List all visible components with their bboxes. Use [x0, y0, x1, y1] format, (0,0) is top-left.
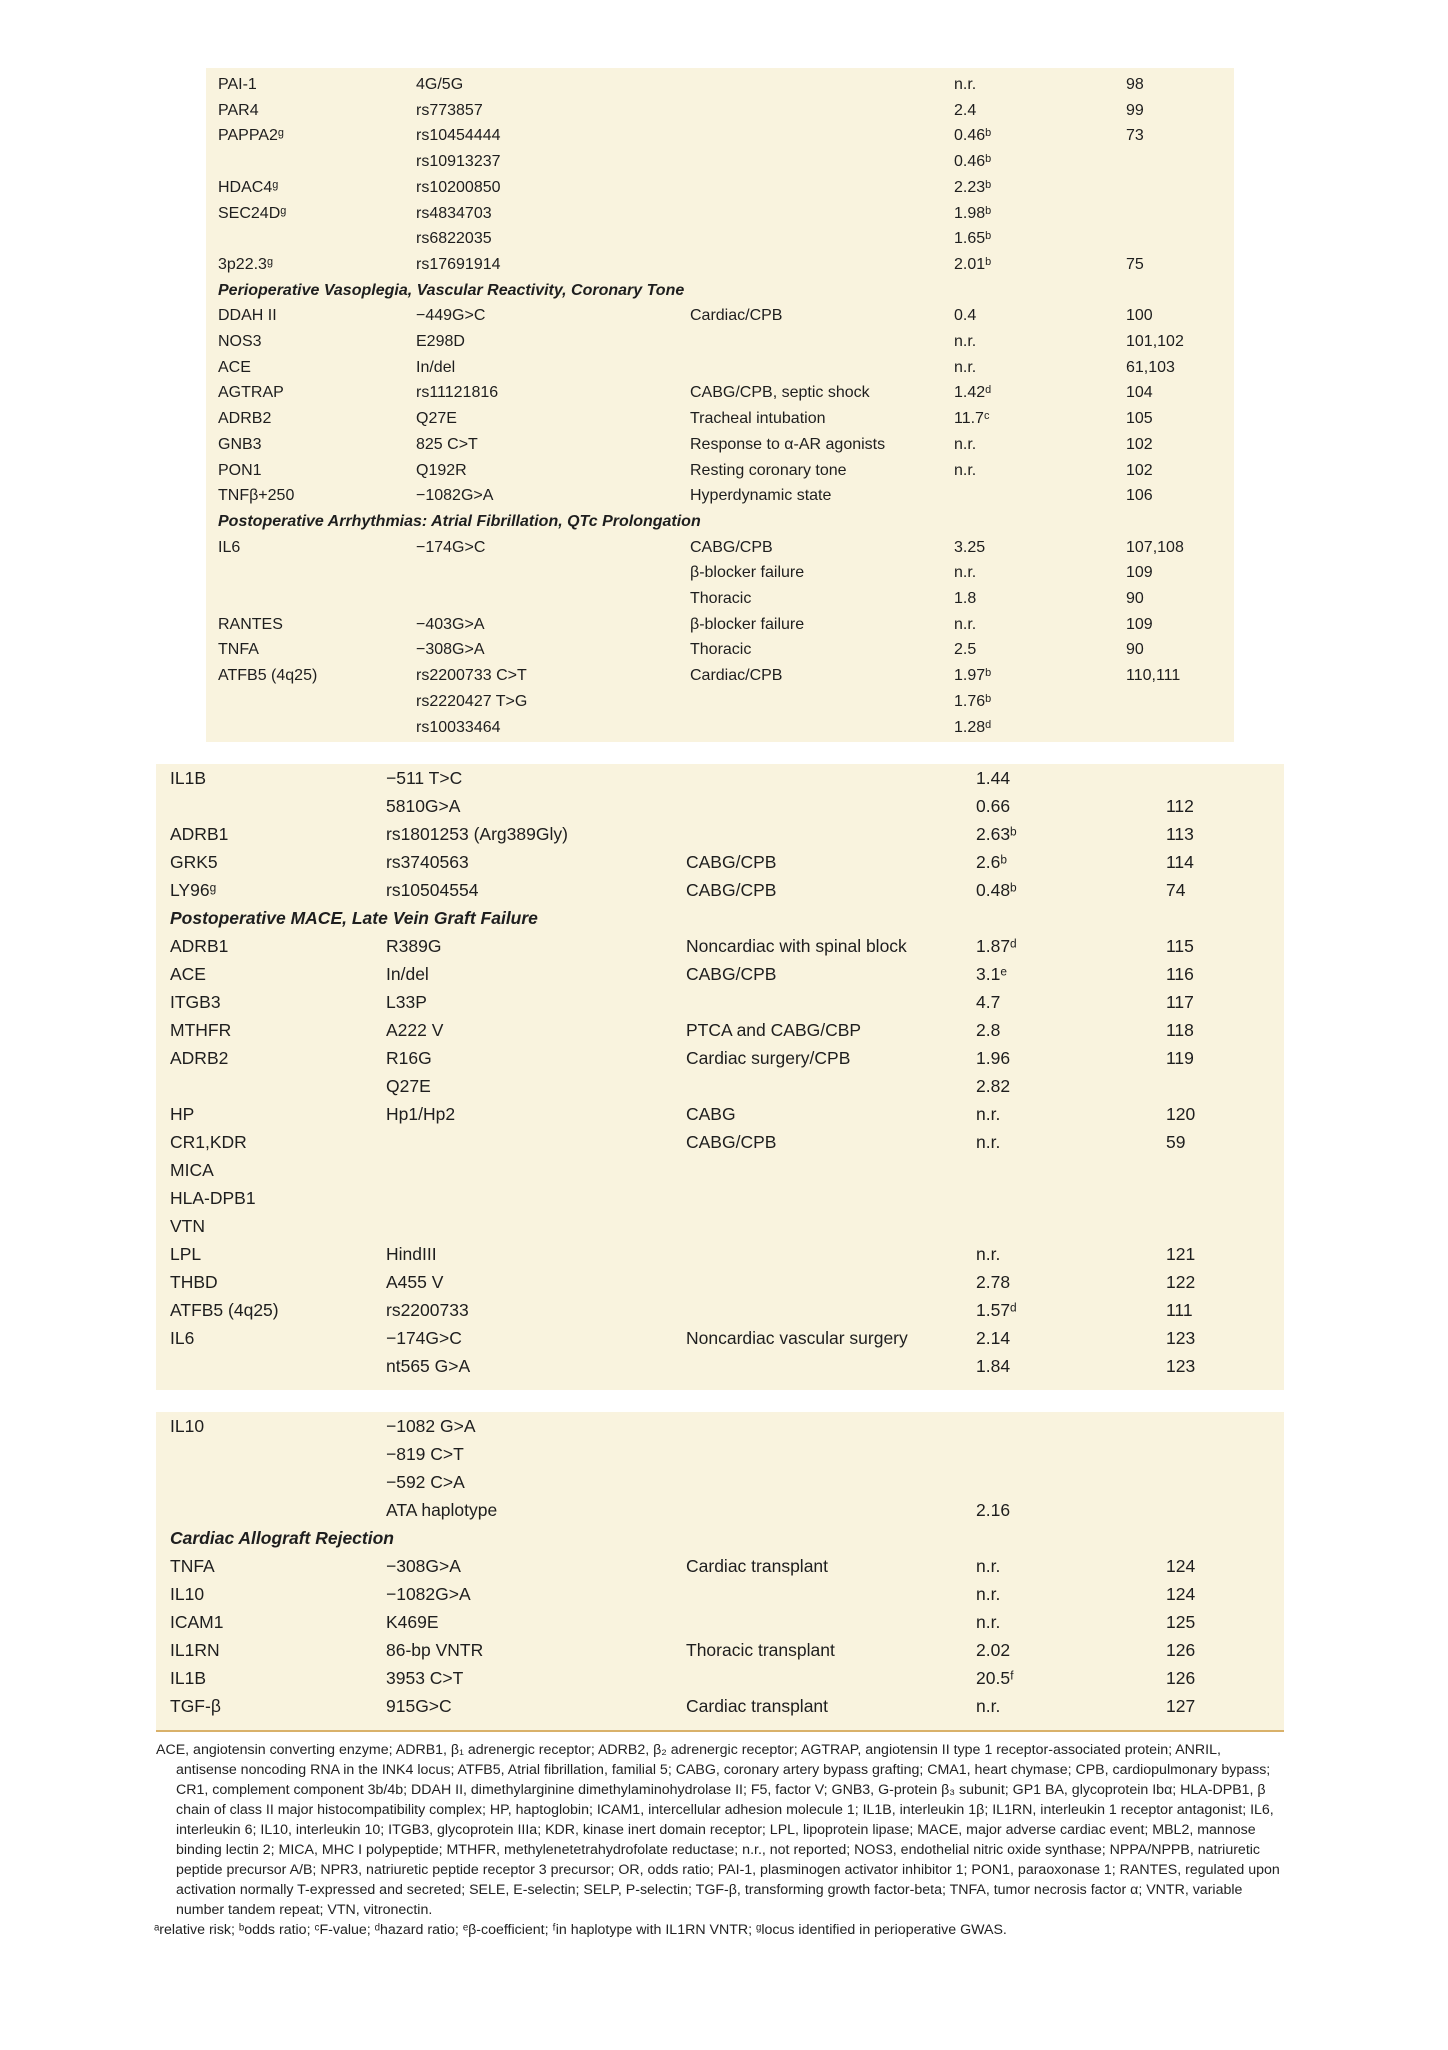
- variant-cell: ATA haplotype: [386, 1500, 498, 1520]
- reference-cell: 126: [1166, 1640, 1196, 1660]
- effect-size-cell: 1.42ᵈ: [954, 384, 992, 402]
- table-row: [206, 201, 1234, 227]
- reference-cell: 120: [1166, 1104, 1196, 1124]
- gene-cell: HP: [170, 1104, 195, 1124]
- effect-size-cell: 1.87ᵈ: [976, 936, 1017, 956]
- table-row: [156, 1664, 1284, 1692]
- reference-cell: 73: [1126, 127, 1144, 145]
- setting-cell: Thoracic: [690, 590, 752, 607]
- variant-cell: −449G>C: [416, 307, 486, 325]
- table-row: [206, 149, 1234, 175]
- variant-cell: R16G: [386, 1048, 432, 1068]
- variant-cell: rs10454444: [416, 127, 501, 145]
- gene-cell: SEC24Dᵍ: [218, 204, 287, 222]
- variant-cell: rs6822035: [416, 230, 492, 248]
- gene-cell: IL1RN: [170, 1640, 220, 1660]
- setting-cell: CABG/CPB: [686, 1132, 777, 1152]
- gene-cell: LPL: [170, 1244, 202, 1264]
- section-heading: [206, 278, 1234, 304]
- effect-size-cell: n.r.: [976, 1104, 1001, 1124]
- table-row: [206, 303, 1234, 329]
- variant-cell: −1082G>A: [386, 1584, 471, 1604]
- table-row: [156, 932, 1284, 960]
- reference-cell: 59: [1166, 1132, 1186, 1152]
- variant-cell: 86-bp VNTR: [386, 1640, 484, 1660]
- setting-cell: Cardiac/CPB: [690, 667, 783, 685]
- gene-cell: HDAC4ᵍ: [218, 178, 279, 196]
- table-row: [156, 1352, 1284, 1380]
- table-row: [206, 560, 1234, 586]
- reference-cell: 109: [1126, 615, 1153, 633]
- gene-cell: NOS3: [218, 333, 262, 350]
- variant-cell: rs773857: [416, 101, 483, 119]
- section-heading-text: Postoperative Arrhythmias: Atrial Fibrillation, QTc Prolongation: [218, 512, 701, 530]
- setting-cell: Thoracic: [690, 641, 752, 659]
- variant-cell: rs17691914: [416, 255, 501, 273]
- section-heading: [156, 904, 1284, 932]
- reference-cell: 116: [1166, 964, 1194, 984]
- table-row: [156, 1496, 1284, 1524]
- effect-size-cell: 11.7ᶜ: [954, 410, 990, 428]
- table-row: [156, 1016, 1284, 1044]
- reference-cell: 90: [1126, 590, 1144, 607]
- effect-size-cell: n.r.: [954, 564, 977, 582]
- variant-cell: rs4834703: [416, 204, 492, 222]
- reference-cell: 113: [1166, 824, 1194, 844]
- table-row: [206, 432, 1234, 458]
- table-row: [206, 586, 1234, 612]
- setting-cell: Noncardiac vascular surgery: [686, 1328, 908, 1348]
- variant-cell: rs2200733 C>T: [416, 667, 527, 685]
- effect-size-cell: 2.82: [976, 1076, 1011, 1096]
- effect-size-cell: 1.96: [976, 1048, 1011, 1068]
- variant-cell: Hp1/Hp2: [386, 1104, 456, 1124]
- gene-cell: THBD: [170, 1272, 218, 1292]
- effect-size-cell: n.r.: [954, 461, 977, 479]
- effect-size-cell: n.r.: [954, 435, 977, 453]
- effect-size-cell: 2.4: [954, 101, 977, 119]
- reference-cell: 105: [1126, 410, 1153, 428]
- gene-cell: PAPPA2ᵍ: [218, 127, 284, 145]
- gene-cell: ADRB1: [170, 936, 229, 956]
- reference-cell: 110,111: [1126, 667, 1181, 685]
- effect-size-cell: 1.65ᵇ: [954, 230, 992, 248]
- effect-size-cell: 1.44: [976, 768, 1011, 788]
- table-row: [156, 988, 1284, 1016]
- reference-cell: 109: [1126, 564, 1153, 582]
- setting-cell: CABG/CPB: [686, 852, 777, 872]
- table-row: [156, 1324, 1284, 1352]
- table-row: [156, 1296, 1284, 1324]
- effect-size-cell: 2.01ᵇ: [954, 255, 992, 273]
- effect-size-cell: 0.48ᵇ: [976, 880, 1017, 900]
- variant-cell: 3953 C>T: [386, 1668, 464, 1688]
- table-row: [156, 1156, 1284, 1184]
- reference-cell: 98: [1126, 76, 1144, 93]
- table-row: [156, 960, 1284, 988]
- variant-cell: A455 V: [386, 1272, 444, 1292]
- reference-cell: 118: [1166, 1020, 1194, 1040]
- setting-cell: β-blocker failure: [690, 564, 805, 582]
- table-row: [156, 1240, 1284, 1268]
- table-row: [156, 1212, 1284, 1240]
- table-row: [206, 663, 1234, 689]
- variant-cell: −819 C>T: [386, 1444, 464, 1464]
- variant-cell: R389G: [386, 936, 442, 956]
- section-heading: [206, 509, 1234, 535]
- setting-cell: Tracheal intubation: [690, 410, 826, 428]
- variant-cell: rs10504554: [386, 880, 479, 900]
- reference-cell: 90: [1126, 641, 1144, 659]
- variant-cell: rs10033464: [416, 718, 501, 736]
- table-row: [206, 637, 1234, 663]
- section-heading-text: Postoperative MACE, Late Vein Graft Failure: [170, 908, 538, 928]
- table-row: [156, 820, 1284, 848]
- table-row: [156, 1692, 1284, 1720]
- variant-cell: −174G>C: [386, 1328, 462, 1348]
- table-row: [156, 1100, 1284, 1128]
- table-row: [156, 1412, 1284, 1440]
- effect-size-cell: 3.1ᵉ: [976, 964, 1007, 984]
- setting-cell: Thoracic transplant: [686, 1640, 835, 1660]
- variant-cell: −403G>A: [416, 615, 485, 633]
- reference-cell: 75: [1126, 255, 1144, 273]
- table-row: [206, 175, 1234, 201]
- variant-cell: rs10913237: [416, 153, 501, 171]
- table-row: [156, 1580, 1284, 1608]
- effect-size-cell: 0.46ᵇ: [954, 153, 992, 171]
- gene-cell: ACE: [170, 964, 206, 984]
- reference-cell: 117: [1166, 992, 1194, 1012]
- superscript-key-footnote: ᵃrelative risk; ᵇodds ratio; ᶜF-value; ᵈhazard ratio; ᵉβ-coefficient; ᶠin haplotype with IL1RN VNTR; ᵍlocus identified in perioperative GWAS.: [154, 1922, 1007, 1938]
- gene-cell: TGF-β: [170, 1696, 221, 1716]
- reference-cell: 114: [1166, 852, 1194, 872]
- table-row: [206, 483, 1234, 509]
- effect-size-cell: 2.5: [954, 641, 977, 659]
- table-row: [206, 123, 1234, 149]
- reference-cell: 124: [1166, 1584, 1196, 1604]
- reference-cell: 112: [1166, 796, 1194, 816]
- gene-cell: IL10: [170, 1416, 205, 1436]
- variant-cell: 825 C>T: [416, 435, 478, 453]
- variant-cell: In/del: [416, 358, 456, 376]
- setting-cell: CABG/CPB: [690, 538, 773, 556]
- gene-cell: ITGB3: [170, 992, 221, 1012]
- variant-cell: Q27E: [386, 1076, 431, 1096]
- table-row: [206, 355, 1234, 381]
- variant-cell: −174G>C: [416, 538, 486, 556]
- gene-cell: ACE: [218, 358, 251, 376]
- gene-cell: TNFβ+250: [218, 487, 295, 505]
- variant-cell: In/del: [386, 964, 429, 984]
- effect-size-cell: n.r.: [976, 1612, 1001, 1632]
- reference-cell: 115: [1166, 936, 1194, 956]
- variant-cell: K469E: [386, 1612, 439, 1632]
- table-row: [206, 226, 1234, 252]
- setting-cell: Response to α-AR agonists: [690, 435, 886, 453]
- table-footnotes: [156, 1740, 1284, 1940]
- variant-cell: 915G>C: [386, 1696, 452, 1716]
- reference-cell: 99: [1126, 101, 1144, 119]
- table-part-1: [206, 68, 1234, 742]
- reference-cell: 74: [1166, 880, 1186, 900]
- reference-cell: 61,103: [1126, 358, 1175, 376]
- reference-cell: 101,102: [1126, 333, 1184, 350]
- table-row: [156, 1128, 1284, 1156]
- table-row: [206, 458, 1234, 484]
- table-row: [156, 1184, 1284, 1212]
- effect-size-cell: n.r.: [954, 76, 977, 93]
- reference-cell: 102: [1126, 435, 1153, 453]
- variant-cell: rs2200733: [386, 1300, 469, 1320]
- gene-cell: ATFB5 (4q25): [170, 1300, 279, 1320]
- reference-cell: 106: [1126, 487, 1153, 505]
- setting-cell: β-blocker failure: [690, 615, 805, 633]
- table-row: [206, 535, 1234, 561]
- reference-cell: 125: [1166, 1612, 1196, 1632]
- reference-cell: 124: [1166, 1556, 1196, 1576]
- gene-cell: IL6: [218, 538, 241, 556]
- section-heading: [156, 1524, 1284, 1552]
- effect-size-cell: 4.7: [976, 992, 1001, 1012]
- effect-size-cell: n.r.: [976, 1244, 1001, 1264]
- setting-cell: Cardiac surgery/CPB: [686, 1048, 851, 1068]
- table-row: [206, 406, 1234, 432]
- variant-cell: −511 T>C: [386, 768, 463, 788]
- table-row: [156, 1268, 1284, 1296]
- effect-size-cell: 20.5ᶠ: [976, 1668, 1015, 1688]
- effect-size-cell: 1.28ᵈ: [954, 718, 992, 736]
- reference-cell: 104: [1126, 384, 1153, 402]
- gene-cell: TNFA: [218, 641, 259, 659]
- gene-cell: IL1B: [170, 768, 206, 788]
- effect-size-cell: 0.46ᵇ: [954, 127, 992, 145]
- gene-cell: HLA-DPB1: [170, 1188, 256, 1208]
- gene-cell: ADRB2: [170, 1048, 229, 1068]
- gene-cell: PON1: [218, 461, 262, 479]
- variant-cell: −592 C>A: [386, 1472, 465, 1492]
- variant-cell: −308G>A: [416, 641, 485, 659]
- gene-cell: PAI-1: [218, 76, 257, 93]
- section-heading-text: Cardiac Allograft Rejection: [170, 1528, 394, 1548]
- table-row: [206, 98, 1234, 124]
- table-row: [156, 1440, 1284, 1468]
- reference-cell: 127: [1166, 1696, 1196, 1716]
- gene-cell: IL1B: [170, 1668, 206, 1688]
- variant-cell: 4G/5G: [416, 76, 464, 93]
- gene-cell: DDAH II: [218, 307, 277, 325]
- effect-size-cell: 1.76ᵇ: [954, 692, 992, 710]
- gene-cell: ADRB2: [218, 410, 272, 428]
- table-row: [206, 380, 1234, 406]
- gene-cell: RANTES: [218, 615, 283, 633]
- variant-cell: −308G>A: [386, 1556, 461, 1576]
- reference-cell: 122: [1166, 1272, 1196, 1292]
- gene-cell: ADRB1: [170, 824, 229, 844]
- gene-cell: IL10: [170, 1584, 205, 1604]
- setting-cell: Noncardiac with spinal block: [686, 936, 907, 956]
- section-heading-text: Perioperative Vasoplegia, Vascular Reactivity, Coronary Tone: [218, 281, 685, 299]
- reference-cell: 102: [1126, 461, 1153, 479]
- table-part-3: [156, 1412, 1284, 1732]
- effect-size-cell: 2.02: [976, 1640, 1011, 1660]
- gene-cell: PAR4: [218, 101, 259, 119]
- effect-size-cell: 2.8: [976, 1020, 1001, 1040]
- table-row: [156, 1072, 1284, 1100]
- setting-cell: Cardiac transplant: [686, 1556, 829, 1576]
- gene-cell: GNB3: [218, 435, 262, 453]
- effect-size-cell: 2.14: [976, 1328, 1011, 1348]
- effect-size-cell: 2.23ᵇ: [954, 178, 992, 196]
- gene-cell: CR1,KDR: [170, 1132, 247, 1152]
- effect-size-cell: 2.78: [976, 1272, 1011, 1292]
- table-row: [156, 1608, 1284, 1636]
- effect-size-cell: 1.57ᵈ: [976, 1300, 1017, 1320]
- effect-size-cell: 2.16: [976, 1500, 1011, 1520]
- effect-size-cell: n.r.: [954, 333, 977, 350]
- table-part-2: [156, 764, 1284, 1390]
- setting-cell: CABG/CPB: [686, 880, 777, 900]
- table-row: [206, 252, 1234, 278]
- table-row: [156, 792, 1284, 820]
- effect-size-cell: 1.8: [954, 590, 977, 607]
- effect-size-cell: 1.98ᵇ: [954, 204, 992, 222]
- reference-cell: 123: [1166, 1356, 1196, 1376]
- effect-size-cell: 0.66: [976, 796, 1011, 816]
- variant-cell: rs11121816: [416, 384, 499, 402]
- variant-cell: rs3740563: [386, 852, 469, 872]
- table-row: [206, 72, 1234, 98]
- gene-cell: AGTRAP: [218, 384, 284, 402]
- effect-size-cell: 3.25: [954, 538, 986, 556]
- table-row: [156, 1636, 1284, 1664]
- effect-size-cell: n.r.: [976, 1584, 1001, 1604]
- setting-cell: PTCA and CABG/CBP: [686, 1020, 862, 1040]
- variant-cell: rs10200850: [416, 178, 501, 196]
- table-row: [156, 848, 1284, 876]
- gene-cell: LY96ᵍ: [170, 880, 217, 900]
- variant-cell: −1082G>A: [416, 487, 494, 505]
- effect-size-cell: 2.6ᵇ: [976, 852, 1007, 872]
- reference-cell: 123: [1166, 1328, 1196, 1348]
- effect-size-cell: 0.4: [954, 307, 977, 325]
- table-row: [156, 1044, 1284, 1072]
- reference-cell: 119: [1166, 1048, 1194, 1068]
- gene-cell: VTN: [170, 1216, 205, 1236]
- effect-size-cell: n.r.: [976, 1556, 1001, 1576]
- table-row: [156, 1468, 1284, 1496]
- effect-size-cell: n.r.: [954, 358, 977, 376]
- reference-cell: 100: [1126, 307, 1153, 325]
- gene-cell: TNFA: [170, 1556, 215, 1576]
- gene-cell: GRK5: [170, 852, 218, 872]
- table-row: [156, 1552, 1284, 1580]
- gene-cell: 3p22.3ᵍ: [218, 255, 273, 273]
- gene-cell: MTHFR: [170, 1020, 232, 1040]
- variant-cell: rs1801253 (Arg389Gly): [386, 824, 568, 844]
- table-row: [156, 876, 1284, 904]
- table-row: [156, 764, 1284, 792]
- effect-size-cell: n.r.: [976, 1132, 1001, 1152]
- gene-cell: ICAM1: [170, 1612, 224, 1632]
- gene-cell: IL6: [170, 1328, 195, 1348]
- variant-cell: HindIII: [386, 1244, 437, 1264]
- setting-cell: CABG/CPB: [686, 964, 777, 984]
- variant-cell: 5810G>A: [386, 796, 461, 816]
- reference-cell: 126: [1166, 1668, 1196, 1688]
- setting-cell: Cardiac transplant: [686, 1696, 829, 1716]
- abbreviations-footnote: ACE, angiotensin converting enzyme; ADRB1, β₁ adrenergic receptor; ADRB2, β₂ adrenergic receptor; AGTRAP, angiotensin II type 1 receptor-associated protein; ANRIL, antisense noncoding RNA in the INK4 locus; ATFB5, Atrial fibrillation, familial 5; CABG, coronary artery bypass grafting; CMA1, heart chymase; CPB, cardiopulmonary bypass; CR1, complement component 3b/4b; DDAH II, dimethylarginine dimethylaminohydrolase II; F5, factor V; GNB3, G-protein β₃ subunit; GP1 BA, glycoprotein Ibα; HLA-DPB1, β chain of class II major histocompatibility complex; HP, haptoglobin; ICAM1, intercellular adhesion molecule 1; IL1B, interleukin 1β; IL1RN, interleukin 1 receptor antagonist; IL6, interleukin 6; IL10, interleukin 10; ITGB3, glycoprotein IIIa; KDR, kinase inert domain receptor; LPL, lipoprotein lipase; MACE, major adverse cardiac event; MBL2, mannose binding lectin 2; MICA, MHC I polypeptide; MTHFR, methylenetetrahydrofolate reductase; n.r., not reported; NOS3, endothelial nitric oxide synthase; NPPA/NPPB, natriuretic peptide precursor A/B; NPR3, natriuretic peptide receptor 3 precursor; OR, odds ratio; PAI-1, plasminogen activator inhibitor 1; PON1, paraoxonase 1; RANTES, regulated upon activation normally T-expressed and secreted; SELE, E-selectin; SELP, P-selectin; TGF-β, transforming growth factor-beta; TNFA, tumor necrosis factor α; VNTR, variable number tandem repeat; VTN, vitronectin.: [156, 1742, 1280, 1918]
- reference-cell: 121: [1166, 1244, 1196, 1264]
- setting-cell: CABG: [686, 1104, 736, 1124]
- table-row: [206, 715, 1234, 741]
- variant-cell: E298D: [416, 333, 465, 350]
- gene-cell: ATFB5 (4q25): [218, 667, 318, 685]
- variant-cell: nt565 G>A: [386, 1356, 471, 1376]
- effect-size-cell: 1.97ᵇ: [954, 667, 992, 685]
- variant-cell: L33P: [386, 992, 427, 1012]
- variant-cell: Q192R: [416, 461, 467, 479]
- effect-size-cell: 1.84: [976, 1356, 1011, 1376]
- effect-size-cell: n.r.: [976, 1696, 1001, 1716]
- table-row: [206, 689, 1234, 715]
- table-row: [206, 329, 1234, 355]
- effect-size-cell: 2.63ᵇ: [976, 824, 1017, 844]
- setting-cell: Hyperdynamic state: [690, 487, 832, 505]
- gene-cell: MICA: [170, 1160, 214, 1180]
- variant-cell: Q27E: [416, 410, 457, 428]
- setting-cell: Resting coronary tone: [690, 461, 847, 479]
- variant-cell: A222 V: [386, 1020, 444, 1040]
- setting-cell: Cardiac/CPB: [690, 307, 783, 325]
- variant-cell: rs2220427 T>G: [416, 692, 528, 710]
- reference-cell: 107,108: [1126, 538, 1184, 556]
- effect-size-cell: n.r.: [954, 615, 977, 633]
- reference-cell: 111: [1166, 1300, 1193, 1320]
- setting-cell: CABG/CPB, septic shock: [690, 384, 870, 402]
- table-row: [206, 612, 1234, 638]
- variant-cell: −1082 G>A: [386, 1416, 476, 1436]
